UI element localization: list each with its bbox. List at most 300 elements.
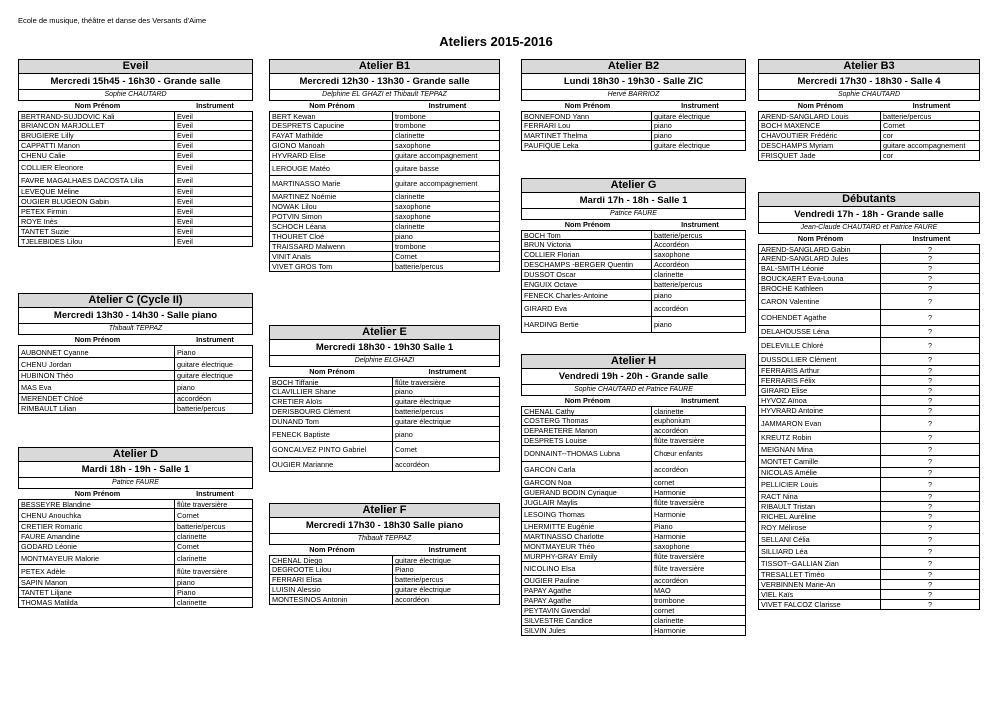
student-instrument: Eveil	[175, 174, 253, 187]
table-row	[521, 532, 746, 542]
table-header	[269, 545, 500, 555]
atelier-title: Atelier H	[521, 354, 746, 369]
student-name: CLAVILLIER Shane	[269, 387, 393, 397]
student-name: JUGLAIR Maylis	[521, 498, 652, 508]
student-instrument: flûte traversière	[652, 552, 746, 562]
atelier-teacher: Thibault TEPPAZ	[269, 534, 500, 545]
student-instrument: ?	[881, 546, 980, 558]
table-row	[18, 588, 253, 598]
student-name: BERT Kewan	[269, 111, 393, 121]
table-row	[18, 217, 253, 227]
table-row	[18, 174, 253, 187]
student-name: COLLIER Eleonore	[18, 161, 175, 174]
table-row	[18, 207, 253, 217]
student-name: DESCHAMPS Myriam	[758, 141, 881, 151]
student-name: TRAISSARD Malwenn	[269, 242, 393, 252]
student-name: ENGUIX Octave	[521, 280, 652, 290]
table-row	[269, 202, 500, 212]
table-row	[269, 417, 500, 427]
table-row	[18, 141, 253, 151]
student-name: BOCH Tiffanie	[269, 377, 393, 387]
student-name: DUSSOLLIER Clément	[758, 354, 881, 366]
student-instrument: batterie/percus	[175, 522, 253, 532]
student-instrument: piano	[393, 232, 500, 242]
student-name: TRESALLET Timéo	[758, 570, 881, 580]
student-name: SILLIARD Léa	[758, 546, 881, 558]
atelier-eveil	[18, 59, 253, 247]
table-row	[18, 499, 253, 509]
table-row	[758, 600, 980, 610]
student-name: FENECK Baptiste	[269, 427, 393, 442]
student-name: FERRARIS Félix	[758, 376, 881, 386]
student-name: ROY Mélirose	[758, 522, 881, 534]
student-instrument: Eveil	[175, 161, 253, 174]
student-name: JAMMARON Evan	[758, 416, 881, 432]
student-name: GONCALVEZ PINTO Gabriel	[269, 442, 393, 458]
student-instrument: piano	[393, 387, 500, 397]
table-row	[18, 151, 253, 161]
student-instrument: guitare électrique	[175, 371, 253, 381]
student-instrument: piano	[652, 121, 746, 131]
table-row	[758, 502, 980, 512]
student-instrument: ?	[881, 264, 980, 274]
student-name: CHENAL Diego	[269, 555, 393, 565]
student-instrument: Eveil	[175, 121, 253, 131]
student-name: BROCHE Kathleen	[758, 284, 881, 294]
student-instrument: Eveil	[175, 111, 253, 121]
student-name: GODARD Léonie	[18, 542, 175, 552]
table-row	[18, 371, 253, 381]
table-row	[18, 237, 253, 247]
table-row	[521, 596, 746, 606]
table-row	[521, 317, 746, 333]
table-row	[18, 111, 253, 121]
student-name: HUBINON Théo	[18, 371, 175, 381]
table-row	[269, 407, 500, 417]
atelier-teacher: Thibault TEPPAZ	[18, 324, 253, 335]
table-row	[521, 586, 746, 596]
student-instrument: accordéon	[652, 576, 746, 586]
student-instrument: Cornet	[393, 252, 500, 262]
student-name: SAPIN Manon	[18, 578, 175, 588]
student-instrument: ?	[881, 502, 980, 512]
student-instrument: Cornet	[881, 121, 980, 131]
student-instrument: ?	[881, 416, 980, 432]
student-name: LHERMITTE Eugénie	[521, 522, 652, 532]
atelier-title: Atelier G	[521, 178, 746, 193]
student-instrument: Harmonie	[652, 508, 746, 522]
student-instrument: flûte traversière	[652, 436, 746, 446]
table-row	[758, 366, 980, 376]
table-row	[521, 436, 746, 446]
header-instrument: Instrument	[196, 335, 234, 344]
student-name: GIRARD Eva	[521, 301, 652, 317]
table-row	[758, 478, 980, 492]
student-instrument: saxophone	[393, 212, 500, 222]
table-row	[269, 442, 500, 458]
table-row	[758, 141, 980, 151]
student-name: LEROUGE Matéo	[269, 161, 393, 176]
student-instrument: ?	[881, 580, 980, 590]
header-instrument: Instrument	[681, 220, 719, 229]
student-instrument: flûte traversière	[175, 565, 253, 578]
table-row	[521, 111, 746, 121]
table-row	[521, 230, 746, 240]
student-instrument: clarinette	[175, 552, 253, 565]
atelier-b2	[521, 59, 746, 151]
table-row	[521, 446, 746, 462]
student-instrument: Chœur enfants	[652, 446, 746, 462]
table-row	[18, 345, 253, 358]
student-name: FERRARI Lou	[521, 121, 652, 131]
header-name: Nom Prénom	[564, 220, 611, 229]
student-name: HYVOZ Aïnoa	[758, 396, 881, 406]
table-row	[758, 580, 980, 590]
student-name: GUERAND BODIN Cyriaque	[521, 488, 652, 498]
atelier-teacher: Hervé BARRIOZ	[521, 90, 746, 101]
table-row	[269, 232, 500, 242]
student-name: RIMBAULT Lilian	[18, 404, 175, 414]
student-name: SCHOCH Léana	[269, 222, 393, 232]
student-instrument: trombone	[393, 111, 500, 121]
table-row	[269, 111, 500, 121]
student-name: PELLICIER Louis	[758, 478, 881, 492]
table-row	[18, 565, 253, 578]
atelier-b1	[269, 59, 500, 272]
student-instrument: saxophone	[652, 542, 746, 552]
student-name: ROYE Inès	[18, 217, 175, 227]
student-name: CHENU Jordan	[18, 358, 175, 371]
student-instrument: Eveil	[175, 237, 253, 247]
student-instrument: saxophone	[393, 141, 500, 151]
header-instrument: Instrument	[196, 101, 234, 110]
header-instrument: Instrument	[681, 101, 719, 110]
student-instrument: clarinette	[652, 616, 746, 626]
student-name: VIEL Kaïs	[758, 590, 881, 600]
table-row	[521, 121, 746, 131]
student-name: COHENDET Agathe	[758, 310, 881, 326]
table-header	[521, 396, 746, 406]
header-name: Nom Prénom	[309, 545, 355, 554]
student-name: NICOLINO Elsa	[521, 562, 652, 576]
table-row	[758, 354, 980, 366]
table-row	[18, 161, 253, 174]
table-row	[269, 458, 500, 472]
student-name: SILVIN Jules	[521, 626, 652, 636]
student-instrument: accordéon	[175, 394, 253, 404]
header-name: Nom Prénom	[564, 101, 611, 110]
student-instrument: guitare électrique	[175, 358, 253, 371]
student-name: FAURE Amandine	[18, 532, 175, 542]
student-instrument: Eveil	[175, 141, 253, 151]
student-instrument: ?	[881, 254, 980, 264]
student-name: BAL-SMITH Léonie	[758, 264, 881, 274]
student-name: DUNAND Tom	[269, 417, 393, 427]
table-row	[18, 552, 253, 565]
student-instrument: clarinette	[175, 532, 253, 542]
table-header	[269, 367, 500, 377]
student-name: GIRARD Elise	[758, 386, 881, 396]
atelier-schedule: Mardi 17h - 18h - Salle 1	[521, 193, 746, 209]
table-row	[18, 131, 253, 141]
student-name: DESCHAMPS -BERGER Quentin	[521, 260, 652, 270]
student-instrument: guitare électrique	[652, 141, 746, 151]
student-name: CHAVOUTIER Frédéric	[758, 131, 881, 141]
student-name: DEPARETERE Manon	[521, 426, 652, 436]
header-instrument: Instrument	[428, 367, 467, 376]
student-name: MARTINASSO Marie	[269, 176, 393, 192]
student-instrument: ?	[881, 456, 980, 468]
student-instrument: guitare électrique	[393, 585, 500, 595]
student-name: RACT Nina	[758, 492, 881, 502]
student-instrument: batterie/percus	[393, 407, 500, 417]
table-row	[521, 416, 746, 426]
header-name: Nom Prénom	[797, 101, 844, 110]
table-row	[758, 522, 980, 534]
student-instrument: guitare électrique	[393, 397, 500, 407]
student-name: CAPPATTI Manon	[18, 141, 175, 151]
student-name: CHENU Calie	[18, 151, 175, 161]
student-instrument: guitare accompagnement	[393, 176, 500, 192]
student-instrument: piano	[652, 317, 746, 333]
header-name: Nom Prénom	[309, 101, 355, 110]
student-instrument: ?	[881, 406, 980, 416]
student-instrument: trombone	[393, 242, 500, 252]
student-instrument: ?	[881, 468, 980, 478]
student-name: MEIGNAN Mina	[758, 444, 881, 456]
student-instrument: guitare basse	[393, 161, 500, 176]
student-instrument: clarinette	[393, 192, 500, 202]
table-row	[18, 578, 253, 588]
table-row	[521, 131, 746, 141]
table-row	[521, 552, 746, 562]
student-instrument: guitare accompagnement	[393, 151, 500, 161]
table-row	[18, 187, 253, 197]
student-instrument: Piano	[175, 345, 253, 358]
student-instrument: ?	[881, 534, 980, 546]
atelier-schedule: Mercredi 17h30 - 18h30 - Salle 4	[758, 74, 980, 90]
table-row	[521, 508, 746, 522]
table-row	[18, 227, 253, 237]
student-name: MAS Eva	[18, 381, 175, 394]
student-name: CRETIER Romaric	[18, 522, 175, 532]
student-instrument: Eveil	[175, 197, 253, 207]
atelier-title: Atelier D	[18, 447, 253, 462]
student-instrument: Cornet	[175, 509, 253, 522]
atelier-teacher: Sophie CHAUTARD	[758, 90, 980, 101]
table-row	[269, 242, 500, 252]
student-instrument: ?	[881, 376, 980, 386]
student-instrument: accordéon	[393, 595, 500, 605]
student-instrument: Accordéon	[652, 240, 746, 250]
student-instrument: accordéon	[652, 462, 746, 478]
student-instrument: ?	[881, 432, 980, 444]
table-row	[758, 492, 980, 502]
student-instrument: piano	[652, 131, 746, 141]
table-row	[521, 498, 746, 508]
student-instrument: ?	[881, 310, 980, 326]
student-name: BESSEYRE Blandine	[18, 499, 175, 509]
atelier-f	[269, 503, 500, 605]
table-row	[758, 534, 980, 546]
table-row	[758, 326, 980, 338]
atelier-teacher: Jean-Claude CHAUTARD et Patrice FAURE	[758, 223, 980, 234]
table-row	[758, 444, 980, 456]
atelier-d	[18, 447, 253, 608]
student-instrument: ?	[881, 386, 980, 396]
student-name: TJELEBIDES Lilou	[18, 237, 175, 247]
student-name: CARON Valentine	[758, 294, 881, 310]
table-header	[521, 101, 746, 111]
student-name: DERISBOURG Clément	[269, 407, 393, 417]
table-row	[269, 595, 500, 605]
student-instrument: ?	[881, 558, 980, 570]
student-instrument: cor	[881, 131, 980, 141]
table-row	[269, 212, 500, 222]
table-row	[758, 244, 980, 254]
student-name: MONTMAYEUR Théo	[521, 542, 652, 552]
table-row	[521, 260, 746, 270]
student-name: MARTINASSO Charlotte	[521, 532, 652, 542]
table-header	[758, 234, 980, 244]
student-instrument: guitare électrique	[393, 417, 500, 427]
student-name: BRUGIERE Lilly	[18, 131, 175, 141]
student-instrument: piano	[652, 290, 746, 301]
atelier-title: Débutants	[758, 192, 980, 207]
student-instrument: guitare accompagnement	[881, 141, 980, 151]
student-instrument: Accordéon	[652, 260, 746, 270]
student-name: DESPRETS Louise	[521, 436, 652, 446]
student-instrument: flûte traversière	[393, 377, 500, 387]
table-row	[18, 522, 253, 532]
student-instrument: ?	[881, 590, 980, 600]
table-row	[758, 468, 980, 478]
atelier-h	[521, 354, 746, 636]
table-row	[269, 585, 500, 595]
header-instrument: Instrument	[912, 101, 951, 110]
header-name: Nom Prénom	[74, 489, 121, 498]
student-instrument: cor	[881, 151, 980, 161]
atelier-teacher: Sophie CHAUTARD et Patrice FAURE	[521, 385, 746, 396]
atelier-schedule: Vendredi 17h - 18h - Grande salle	[758, 207, 980, 223]
student-name: PEYTAVIN Gwendal	[521, 606, 652, 616]
student-name: VIVET FALCOZ Clarisse	[758, 600, 881, 610]
table-row	[758, 284, 980, 294]
student-name: FERRARI Elisa	[269, 575, 393, 585]
table-row	[758, 376, 980, 386]
student-instrument: batterie/percus	[393, 575, 500, 585]
atelier-e	[269, 325, 500, 472]
student-name: CHENU Anouchka	[18, 509, 175, 522]
table-row	[758, 338, 980, 354]
table-row	[758, 131, 980, 141]
atelier-title: Atelier F	[269, 503, 500, 518]
student-name: THOMAS Matilda	[18, 598, 175, 608]
student-name: MONTMAYEUR Malorie	[18, 552, 175, 565]
student-instrument: flûte traversière	[652, 498, 746, 508]
atelier-schedule: Mercredi 12h30 - 13h30 - Grande salle	[269, 74, 500, 90]
table-row	[269, 161, 500, 176]
table-row	[269, 151, 500, 161]
student-name: DELEVILLE Chloré	[758, 338, 881, 354]
table-row	[521, 280, 746, 290]
header-instrument: Instrument	[681, 396, 719, 405]
student-name: LEVEQUE Méline	[18, 187, 175, 197]
header-name: Nom Prénom	[74, 101, 121, 110]
table-header	[758, 101, 980, 111]
table-row	[758, 386, 980, 396]
atelier-schedule: Mercredi 17h30 - 18h30 Salle piano	[269, 518, 500, 534]
table-row	[521, 250, 746, 260]
student-name: VERBINNEN Marie-An	[758, 580, 881, 590]
student-instrument: Eveil	[175, 217, 253, 227]
atelier-teacher: Patrice FAURE	[521, 209, 746, 220]
table-row	[269, 387, 500, 397]
student-name: COLLIER Florian	[521, 250, 652, 260]
header-name: Nom Prénom	[309, 367, 355, 376]
student-name: BRUN Victoria	[521, 240, 652, 250]
student-instrument: flûte traversière	[652, 562, 746, 576]
atelier-teacher: Delphine ELGHAZI	[269, 356, 500, 367]
student-name: BOUCKAERT Eva-Louna	[758, 274, 881, 284]
table-header	[18, 101, 253, 111]
student-instrument: batterie/percus	[652, 280, 746, 290]
student-name: KREUTZ Robin	[758, 432, 881, 444]
student-name: AUBONNET Cyanne	[18, 345, 175, 358]
table-row	[521, 426, 746, 436]
student-name: PAPAY Agathe	[521, 596, 652, 606]
table-row	[758, 406, 980, 416]
header-instrument: Instrument	[912, 234, 951, 243]
student-instrument: clarinette	[652, 270, 746, 280]
student-instrument: Piano	[652, 522, 746, 532]
table-header	[521, 220, 746, 230]
table-row	[269, 131, 500, 141]
student-name: FERRARIS Arthur	[758, 366, 881, 376]
student-instrument: ?	[881, 492, 980, 502]
header-instrument: Instrument	[428, 101, 467, 110]
student-instrument: Cornet	[393, 442, 500, 458]
student-name: HYVRARD Antoine	[758, 406, 881, 416]
table-row	[521, 606, 746, 616]
header-instrument: Instrument	[428, 545, 467, 554]
student-name: OUGIER Pauline	[521, 576, 652, 586]
student-name: MONTESINOS Antonin	[269, 595, 393, 605]
student-instrument: ?	[881, 522, 980, 534]
atelier-debutants	[758, 192, 980, 610]
table-row	[269, 427, 500, 442]
student-instrument: cornet	[652, 478, 746, 488]
table-row	[758, 254, 980, 264]
student-instrument: Harmonie	[652, 532, 746, 542]
student-name: VINIT Anaïs	[269, 252, 393, 262]
student-instrument: ?	[881, 244, 980, 254]
table-row	[758, 121, 980, 131]
student-instrument: ?	[881, 326, 980, 338]
student-name: SELLANI Célia	[758, 534, 881, 546]
table-row	[758, 570, 980, 580]
student-name: RIBAULT Tristan	[758, 502, 881, 512]
table-row	[269, 252, 500, 262]
student-instrument: ?	[881, 444, 980, 456]
student-name: DEGROOTE Lilou	[269, 565, 393, 575]
student-name: OUGIER Marianne	[269, 458, 393, 472]
student-name: PETEX Firmin	[18, 207, 175, 217]
student-name: CRETIER Aloïs	[269, 397, 393, 407]
atelier-schedule: Mercredi 13h30 - 14h30 - Salle piano	[18, 308, 253, 324]
student-name: BRIANCON MARJOLLET	[18, 121, 175, 131]
student-instrument: ?	[881, 294, 980, 310]
